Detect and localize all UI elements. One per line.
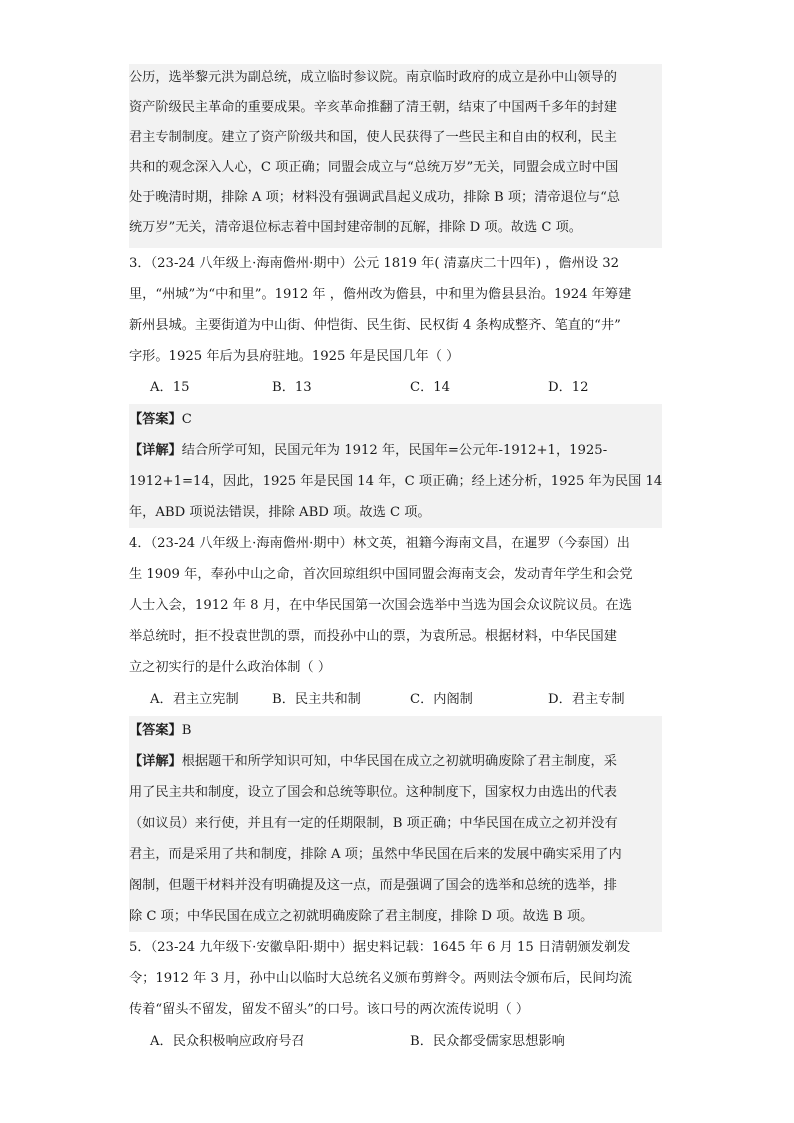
answer-tag: 【答案】	[129, 723, 182, 738]
question-4-line: 举总统时，拒不投袁世凯的票，而投孙中山的票，为袁所忌。根据材料，中华民国建	[129, 629, 617, 644]
text-line: 统万岁”无关，清帝退位标志着中国封建帝制的瓦解，排除 D 项。故选 C 项。	[129, 220, 582, 235]
text-line: 共和的观念深入人心，C 项正确；同盟会成立与“总统万岁”无关，同盟会成立时中国	[129, 160, 619, 175]
detail-line: 君主，而是采用了共和制度，排除 A 项；虽然中华民国在后来的发展中确实采用了内	[129, 847, 622, 862]
question-3-line: 字形。1925 年后为县府驻地。1925 年是民国几年（ ）	[129, 349, 460, 364]
question-3-line: 新州县城。主要街道为中山街、仲恺街、民生街、民权街 4 条构成整齐、笔直的“井”	[129, 318, 621, 333]
answer-tag: 【答案】	[129, 412, 182, 427]
option-c: C．14	[410, 380, 451, 395]
detail-tag: 【详解】	[129, 754, 182, 769]
question-3-line: 3．（23-24 八年级上·海南儋州·期中）公元 1819 年( 清嘉庆二十四年) ，儋州设 32	[129, 256, 620, 271]
answer-value: C	[181, 412, 192, 427]
option-d: D．君主专制	[548, 692, 625, 707]
option-c: C．内阁制	[410, 692, 473, 707]
question-4-line: 立之初实行的是什么政治体制（ ）	[129, 660, 332, 675]
detail-line: 年，ABD 项说法错误，排除 ABD 项。故选 C 项。	[129, 505, 431, 520]
question-5-line: 令；1912 年 3 月，孙中山以临时大总统名义颁布剪辫令。两则法令颁布后，民间均流	[129, 971, 632, 986]
question-4-line: 4．（23-24 八年级上·海南儋州·期中）林文英，祖籍今海南文昌，在暹罗（今泰国）出	[129, 536, 630, 551]
option-a: A．民众积极响应政府号召	[150, 1034, 305, 1049]
answer-value: B	[181, 723, 192, 738]
option-b: B．13	[272, 380, 312, 395]
option-a: A．15	[150, 380, 190, 395]
option-d: D．12	[548, 380, 589, 395]
question-4-line: 生 1909 年，奉孙中山之命，首次回琼组织中国同盟会海南支会，发动青年学生和会党	[129, 567, 633, 582]
question-5-line: 5．（23-24 九年级下·安徽阜阳·期中）据史料记载：1645 年 6 月 15 日清朝颁发剃发	[129, 940, 631, 955]
detail-line	[129, 752, 662, 772]
option-a: A．君主立宪制	[150, 692, 239, 707]
question-3-line: 里，“州城”为“中和里”。1912 年 ，儋州改为儋县，中和里为儋县县治。1924 年筹建	[129, 287, 632, 302]
text-line: 资产阶级民主革命的重要成果。辛亥革命推翻了清王朝，结束了中国两千多年的封建	[129, 100, 617, 115]
answer-line	[129, 410, 662, 430]
option-b: B．民主共和制	[272, 692, 361, 707]
question-4-line: 人士入会，1912 年 8 月，在中华民国第一次国会选举中当选为国会众议院议员。在选	[129, 598, 632, 613]
detail-line: 阁制，但题干材料并没有明确提及这一点，而是强调了国会的选举和总统的选举，排	[129, 878, 617, 893]
detail-text: 根据题干和所学知识可知，中华民国在成立之初就明确废除了君主制度，采	[181, 754, 617, 769]
text-line: 公历，选举黎元洪为副总统，成立临时参议院。南京临时政府的成立是孙中山领导的	[129, 70, 617, 85]
detail-line: 除 C 项；中华民国在成立之初就明确废除了君主制度，排除 D 项。故选 B 项。	[129, 909, 594, 924]
detail-text: 结合所学可知，民国元年为 1912 年，民国年=公元年-1912+1，1925-	[181, 443, 608, 458]
detail-line: （如议员）来行使，并且有一定的任期限制，B 项正确；中华民国在成立之初并没有	[129, 816, 618, 831]
question-5-line: 传着“留头不留发，留发不留头”的口号。该口号的两次流传说明（ ）	[129, 1002, 530, 1017]
detail-line: 1912+1=14，因此，1925 年是民国 14 年，C 项正确；经上述分析，1925 年为民国 14	[129, 474, 663, 489]
detail-line	[129, 441, 662, 461]
detail-tag: 【详解】	[129, 443, 182, 458]
option-b: B．民众都受儒家思想影响	[410, 1034, 565, 1049]
answer-line	[129, 721, 662, 741]
detail-line: 用了民主共和制度，设立了国会和总统等职位。这种制度下，国家权力由选出的代表	[129, 785, 617, 800]
text-line: 处于晚清时期，排除 A 项；材料没有强调武昌起义成功，排除 B 项；清帝退位与“总	[129, 190, 621, 205]
text-line: 君主专制制度。建立了资产阶级共和国，使人民获得了一些民主和自由的权利，民主	[129, 130, 617, 145]
